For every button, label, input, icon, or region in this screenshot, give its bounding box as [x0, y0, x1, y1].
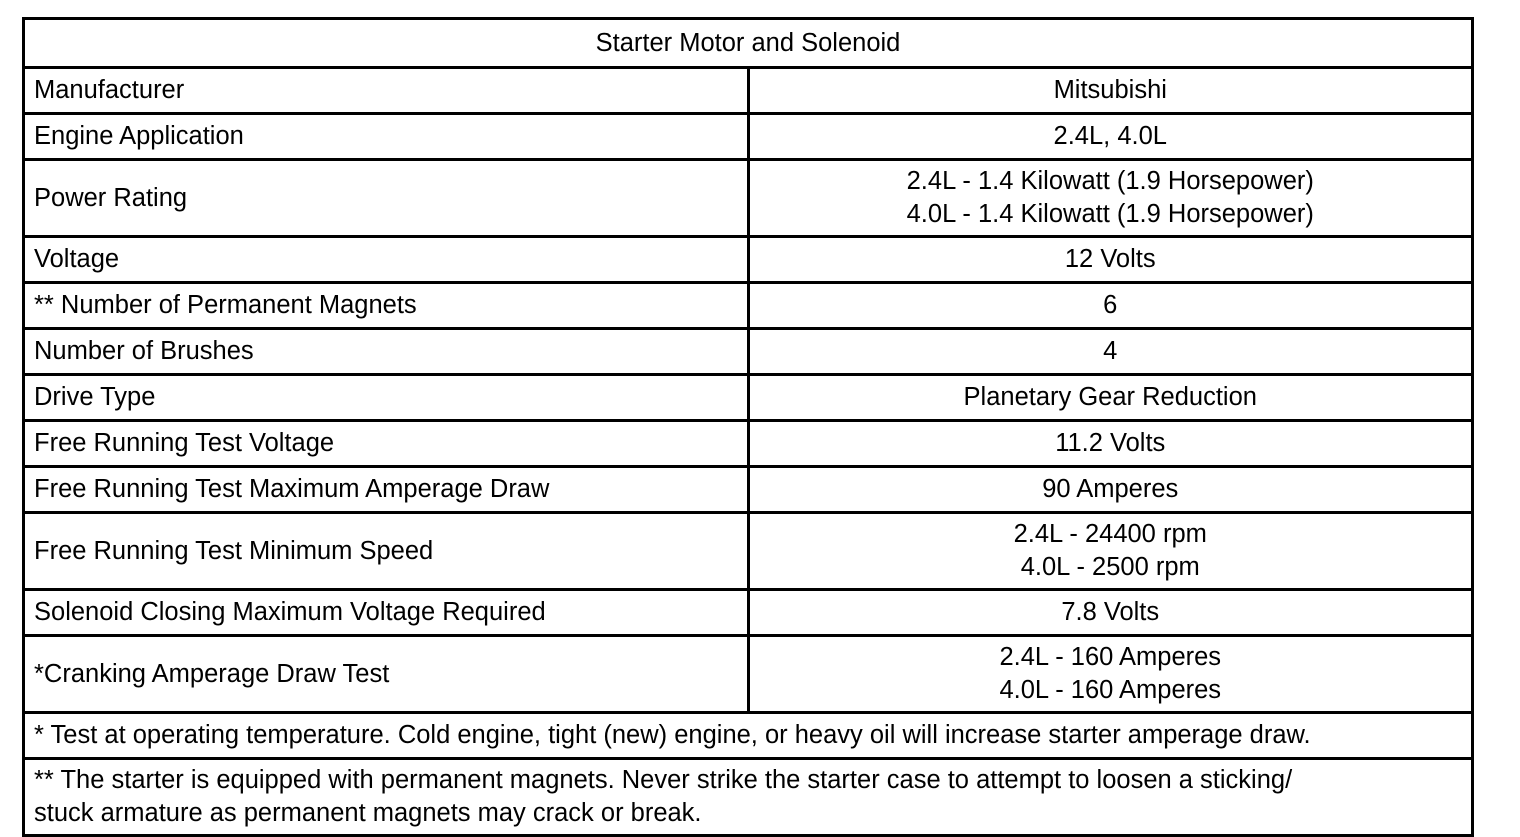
row-label-voltage: Voltage	[24, 237, 749, 283]
row-value-free-running-voltage	[748, 421, 1473, 467]
starter-spec-table	[22, 17, 1474, 837]
table-row	[24, 329, 1473, 375]
row-value-free-running-speed	[748, 513, 1473, 590]
row-label-free-running-amperage: Free Running Test Maximum Amperage Draw	[24, 467, 749, 513]
table-row	[24, 467, 1473, 513]
row-label-engine-application: Engine Application	[24, 114, 749, 160]
row-value-manufacturer	[748, 68, 1473, 114]
row-label-free-running-voltage: Free Running Test Voltage	[24, 421, 749, 467]
value-line: 4.0L - 2500 rpm	[1020, 553, 1200, 581]
table-title: Starter Motor and Solenoid	[24, 19, 1473, 68]
value-line: 2.4L - 1.4 Kilowatt (1.9 Horsepower)	[906, 167, 1314, 195]
table-row	[24, 68, 1473, 114]
row-value-permanent-magnets	[748, 283, 1473, 329]
table-row	[24, 713, 1473, 759]
row-value-voltage	[748, 237, 1473, 283]
table-row	[24, 636, 1473, 713]
row-label-permanent-magnets: ** Number of Permanent Magnets	[24, 283, 749, 329]
table-row	[24, 513, 1473, 590]
value-line: Mitsubishi	[1053, 76, 1167, 104]
table-row	[24, 421, 1473, 467]
row-label-power-rating: Power Rating	[24, 160, 749, 237]
value-line: 11.2 Volts	[1055, 429, 1166, 457]
value-line: 7.8 Volts	[1061, 598, 1160, 626]
table-row	[24, 759, 1473, 836]
row-value-engine-application	[748, 114, 1473, 160]
table-row	[24, 283, 1473, 329]
value-line: 6	[1103, 291, 1118, 319]
row-label-drive-type: Drive Type	[24, 375, 749, 421]
row-value-brushes	[748, 329, 1473, 375]
row-value-solenoid-voltage	[748, 590, 1473, 636]
table-row	[24, 590, 1473, 636]
table-row	[24, 237, 1473, 283]
row-label-cranking-amperage: *Cranking Amperage Draw Test	[24, 636, 749, 713]
value-line: 12 Volts	[1064, 245, 1156, 273]
table-row	[24, 375, 1473, 421]
row-label-brushes: Number of Brushes	[24, 329, 749, 375]
row-value-free-running-amperage	[748, 467, 1473, 513]
value-line: Planetary Gear Reduction	[963, 383, 1257, 411]
row-label-solenoid-voltage: Solenoid Closing Maximum Voltage Required	[24, 590, 749, 636]
value-line: 2.4L - 24400 rpm	[1013, 520, 1207, 548]
value-line: 4	[1103, 337, 1118, 365]
note-line: stuck armature as permanent magnets may crack or break.	[34, 799, 702, 827]
value-line: 4.0L - 160 Amperes	[999, 676, 1222, 704]
footnote-operating-temperature	[24, 713, 1473, 759]
footnote-permanent-magnets	[24, 759, 1473, 836]
row-value-drive-type	[748, 375, 1473, 421]
table-row	[24, 160, 1473, 237]
note-line: ** The starter is equipped with permanent magnets. Never strike the starter case to attempt to loosen a sticking/	[34, 766, 1293, 794]
table-row	[24, 114, 1473, 160]
row-value-cranking-amperage	[748, 636, 1473, 713]
value-line: 90 Amperes	[1042, 475, 1179, 503]
row-label-manufacturer: Manufacturer	[24, 68, 749, 114]
row-label-free-running-speed: Free Running Test Minimum Speed	[24, 513, 749, 590]
value-line: 4.0L - 1.4 Kilowatt (1.9 Horsepower)	[906, 200, 1314, 228]
value-line: 2.4L, 4.0L	[1053, 122, 1167, 150]
note-line: * Test at operating temperature. Cold engine, tight (new) engine, or heavy oil will increase starter amperage draw.	[34, 721, 1311, 749]
row-value-power-rating	[748, 160, 1473, 237]
value-line: 2.4L - 160 Amperes	[999, 643, 1222, 671]
